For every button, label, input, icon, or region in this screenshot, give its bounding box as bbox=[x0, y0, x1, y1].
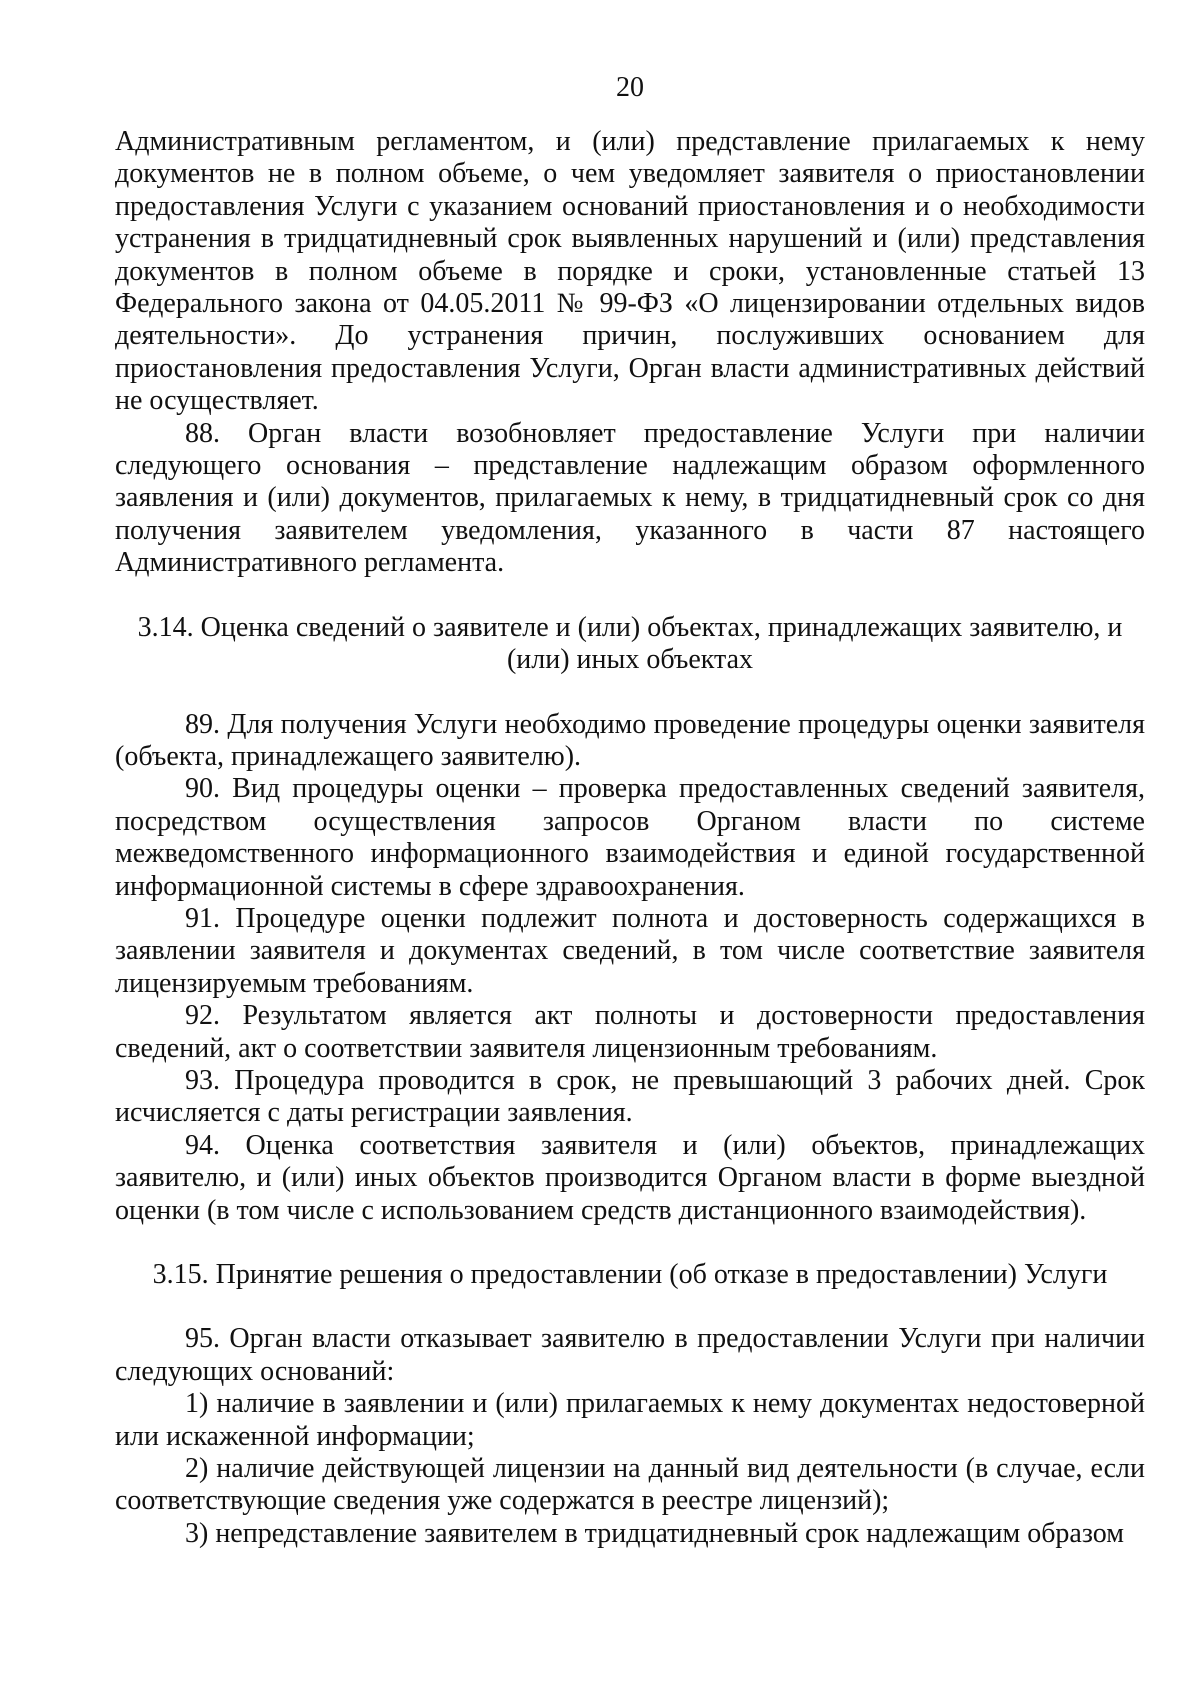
page-number: 20 bbox=[616, 72, 644, 103]
continuation-paragraph: Административным регламентом, и (или) представление прилагаемых к нему документов не в полном объеме, о чем уведомляет заявителя о приостановлении предоставления Услуги с указанием оснований приостановления и о необходимости устранения в тридцатидневный срок выявленных нарушений и (или) представления документов в полном объеме в порядке и сроки, установленные статьей 13 Федерального закона от 04.05.2011 № 99-ФЗ «О лицензировании отдельных видов деятельности». До устранения причин, послуживших основанием для приостановления предоставления Услуги, Орган власти административных действий не осуществляет. bbox=[115, 126, 1145, 417]
paragraph-94: 94. Оценка соответствия заявителя и (или) объектов, принадлежащих заявителю, и (или) иных объектов производится Органом власти в форме выездной оценки (в том числе с использованием средств дистанционного взаимодействия). bbox=[115, 1129, 1145, 1226]
list-item-2: 2) наличие действующей лицензии на данный вид деятельности (в случае, если соответствующие сведения уже содержатся в реестре лицензий); bbox=[115, 1453, 1145, 1517]
document-body bbox=[115, 126, 1145, 1550]
spacer bbox=[115, 1227, 1145, 1259]
paragraph-91: 91. Процедуре оценки подлежит полнота и достоверность содержащихся в заявлении заявителя и документах сведений, в том числе соответствие заявителя лицензируемым требованиям. bbox=[115, 902, 1145, 999]
paragraph-88: 88. Орган власти возобновляет предоставление Услуги при наличии следующего основания – представление надлежащим образом оформленного заявления и (или) документов, прилагаемых к нему, в тридцатидневный срок со дня получения заявителем уведомления, указанного в части 87 настоящего Административного регламента. bbox=[115, 417, 1145, 579]
section-3-14-title-line1: 3.14. Оценка сведений о заявителе и (или) объектах, принадлежащих заявителю, и bbox=[137, 611, 1123, 643]
paragraph-90: 90. Вид процедуры оценки – проверка предоставленных сведений заявителя, посредством осуществления запросов Органом власти по системе межведомственного информационного взаимодействия и единой государственной информационной системы в сфере здравоохранения. bbox=[115, 773, 1145, 902]
list-item-3: 3) непредставление заявителем в тридцатидневный срок надлежащим образом bbox=[185, 1517, 1124, 1549]
paragraph-95: 95. Орган власти отказывает заявителю в предоставлении Услуги при наличии следующих оснований: bbox=[115, 1323, 1145, 1387]
section-3-14-title-line2: (или) иных объектах bbox=[506, 644, 754, 676]
spacer bbox=[115, 677, 1145, 709]
paragraph-92: 92. Результатом является акт полноты и достоверности предоставления сведений, акт о соответствии заявителя лицензионным требованиям. bbox=[115, 1000, 1145, 1064]
paragraph-93: 93. Процедура проводится в срок, не превышающий 3 рабочих дней. Срок исчисляется с даты регистрации заявления. bbox=[115, 1064, 1145, 1129]
spacer bbox=[115, 580, 1145, 612]
section-3-15-title: 3.15. Принятие решения о предоставлении (об отказе в предоставлении) Услуги bbox=[152, 1259, 1108, 1290]
spacer bbox=[115, 1291, 1145, 1323]
list-item-1: 1) наличие в заявлении и (или) прилагаемых к нему документах недостоверной или искаженной информации; bbox=[115, 1388, 1145, 1452]
paragraph-89: 89. Для получения Услуги необходимо проведение процедуры оценки заявителя (объекта, принадлежащего заявителю). bbox=[115, 708, 1145, 772]
section-3-14-title bbox=[115, 612, 1145, 677]
